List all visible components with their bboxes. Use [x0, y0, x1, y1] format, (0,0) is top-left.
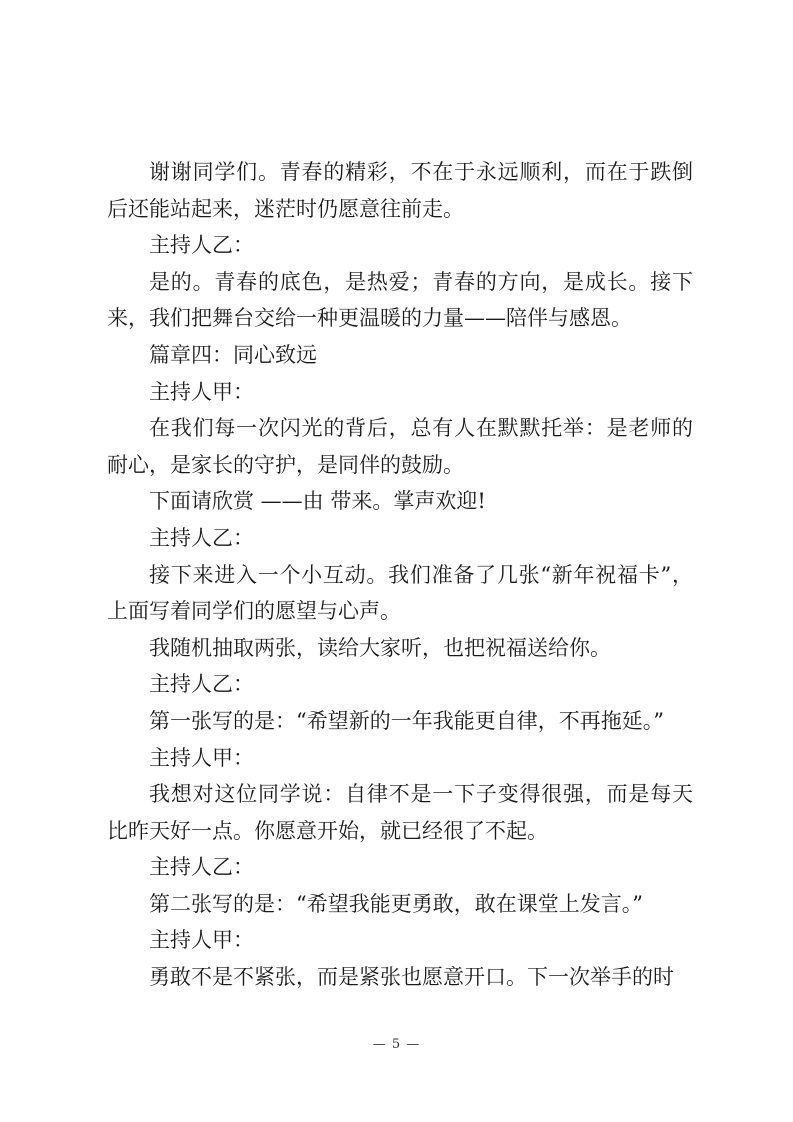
paragraph: 在我们每一次闪光的背后，总有人在默默托举：是老师的耐心，是家长的守护，是同伴的鼓励。 [107, 416, 693, 477]
paragraph: 谢谢同学们。青春的精彩，不在于永远顺利，而在于跌倒后还能站起来，迷茫时仍愿意往前走。 [107, 160, 693, 221]
paragraph: 主持人甲： [149, 745, 254, 770]
paragraph: 我随机抽取两张，读给大家听，也把祝福送给你。 [149, 635, 611, 660]
paragraph: 第二张写的是：“希望我能更勇敢，敢在课堂上发言。” [149, 891, 643, 916]
paragraph: 是的。青春的底色，是热爱；青春的方向，是成长。接下来，我们把舞台交给一种更温暖的力量——陪伴与感恩。 [107, 269, 693, 331]
paragraph: 下面请欣赏 ——由 带来。掌声欢迎! [149, 489, 486, 514]
paragraph: 勇敢不是不紧张，而是紧张也愿意开口。下一次举手的时 [149, 965, 674, 990]
paragraph: 主持人乙： [149, 855, 254, 880]
paragraph: 主持人乙： [149, 233, 254, 258]
paragraph: 主持人乙： [149, 525, 254, 550]
section-heading: 篇章四：同心致远 [149, 342, 317, 367]
paragraph: 第一张写的是：“希望新的一年我能更自律，不再拖延。” [149, 708, 664, 733]
paragraph: 我想对这位同学说：自律不是一下子变得很强，而是每天比昨天好一点。你愿意开始，就已经很了不起。 [107, 782, 693, 843]
paragraph: 主持人乙： [149, 672, 254, 697]
paragraph: 主持人甲： [149, 928, 254, 953]
document-body [107, 154, 693, 996]
paragraph: 主持人甲： [149, 379, 254, 404]
page-number: — 5 — [372, 1037, 421, 1052]
paragraph: 接下来进入一个小互动。我们准备了几张“新年祝福卡”，上面写着同学们的愿望与心声。 [107, 562, 693, 624]
